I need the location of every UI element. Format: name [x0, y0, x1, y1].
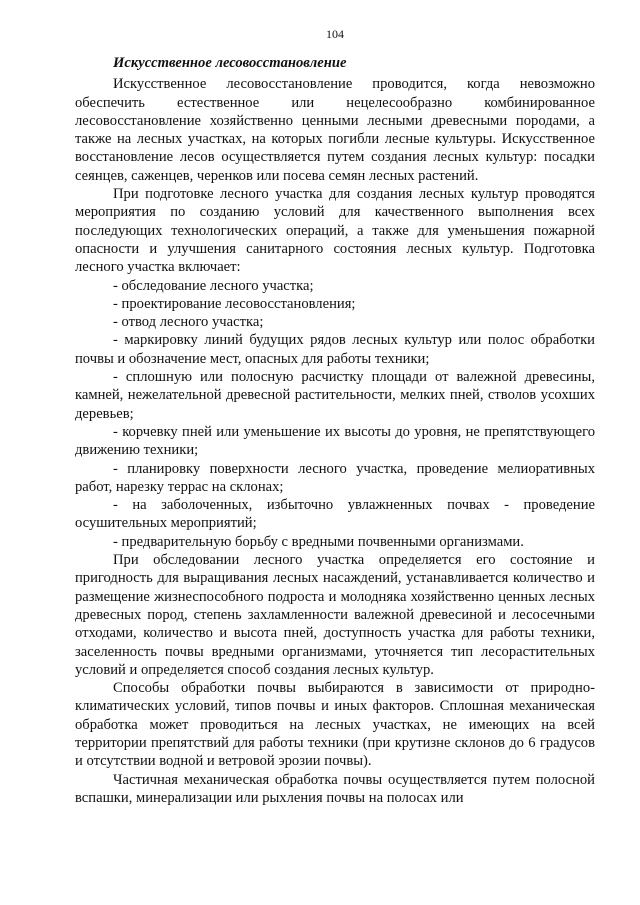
list-item: - на заболоченных, избыточно увлажненных почвах - проведение осушительных мероприятий; [75, 497, 595, 532]
preparation-list [75, 277, 595, 551]
paragraph: При подготовке лесного участка для создания лесных культур проводятся мероприятия по созданию условий для качественного выполнения всех последующих технологических операций, а также для уменьшения пожарной опасности и улучшения санитарного состояния лесных культур. Подготовка лесного участка включает: [75, 186, 595, 276]
list-item: - отвод лесного участка; [113, 314, 264, 331]
list-item: - обследование лесного участка; [113, 277, 314, 294]
paragraph: Способы обработки почвы выбираются в зависимости от природно-климатических условий, типов почвы и иных факторов. Сплошная механическая обработка может проводиться на лесных участках, не имеющих на всей территории препятствий для работы техники (при крутизне склонов до 6 градусов и отсутствии водной и ветровой эрозии почвы). [75, 680, 595, 770]
section-title: Искусственное лесовосстановление [113, 55, 347, 71]
paragraph: Искусственное лесовосстановление проводится, когда невозможно обеспечить естественное или нецелесообразно комбинированное лесовосстановление хозяйственно ценными лесными древесными породами, а также на лесных участках, на которых погибли лесные культуры. Искусственное восстановление лесов осуществляется путем создания лесных культур: посадки сеянцев, саженцев, черенков или посева семян лесных растений. [75, 76, 595, 184]
list-item: - корчевку пней или уменьшение их высоты до уровня, не препятствующего движению техники; [75, 423, 595, 459]
page-number: 104 [326, 27, 344, 41]
paragraph: При обследовании лесного участка определяется его состояние и пригодность для выращивания лесных насаждений, устанавливается количество и размещение жизнеспособного подроста и молодняка хозяйственно ценных лесных древесных пород, степень захламленности валежной древесиной и лесосечными отходами, количество и высота пней, доступность участка для работы техники, заселенность почвы вредными организмами, уточняется тип лесорастительных условий и определяется способ создания лесных культур. [75, 552, 595, 678]
list-item: - проектирование лесовосстановления; [113, 295, 356, 312]
list-item: - предварительную борьбу с вредными почвенными организмами. [113, 533, 524, 550]
paragraph: Частичная механическая обработка почвы осуществляется путем полосной вспашки, минерализации или рыхления почвы на полосах или [75, 771, 595, 806]
list-item: - сплошную или полосную расчистку площади от валежной древесины, камней, нежелательной древесной растительности, мелких пней, стволов усохших деревьев; [75, 369, 595, 422]
list-item: - планировку поверхности лесного участка, проведение мелиоративных работ, нарезку террас на склонах; [75, 460, 595, 495]
list-item: - маркировку линий будущих рядов лесных культур или полос обработки почвы и обозначение мест, опасных для работы техники; [75, 332, 595, 367]
